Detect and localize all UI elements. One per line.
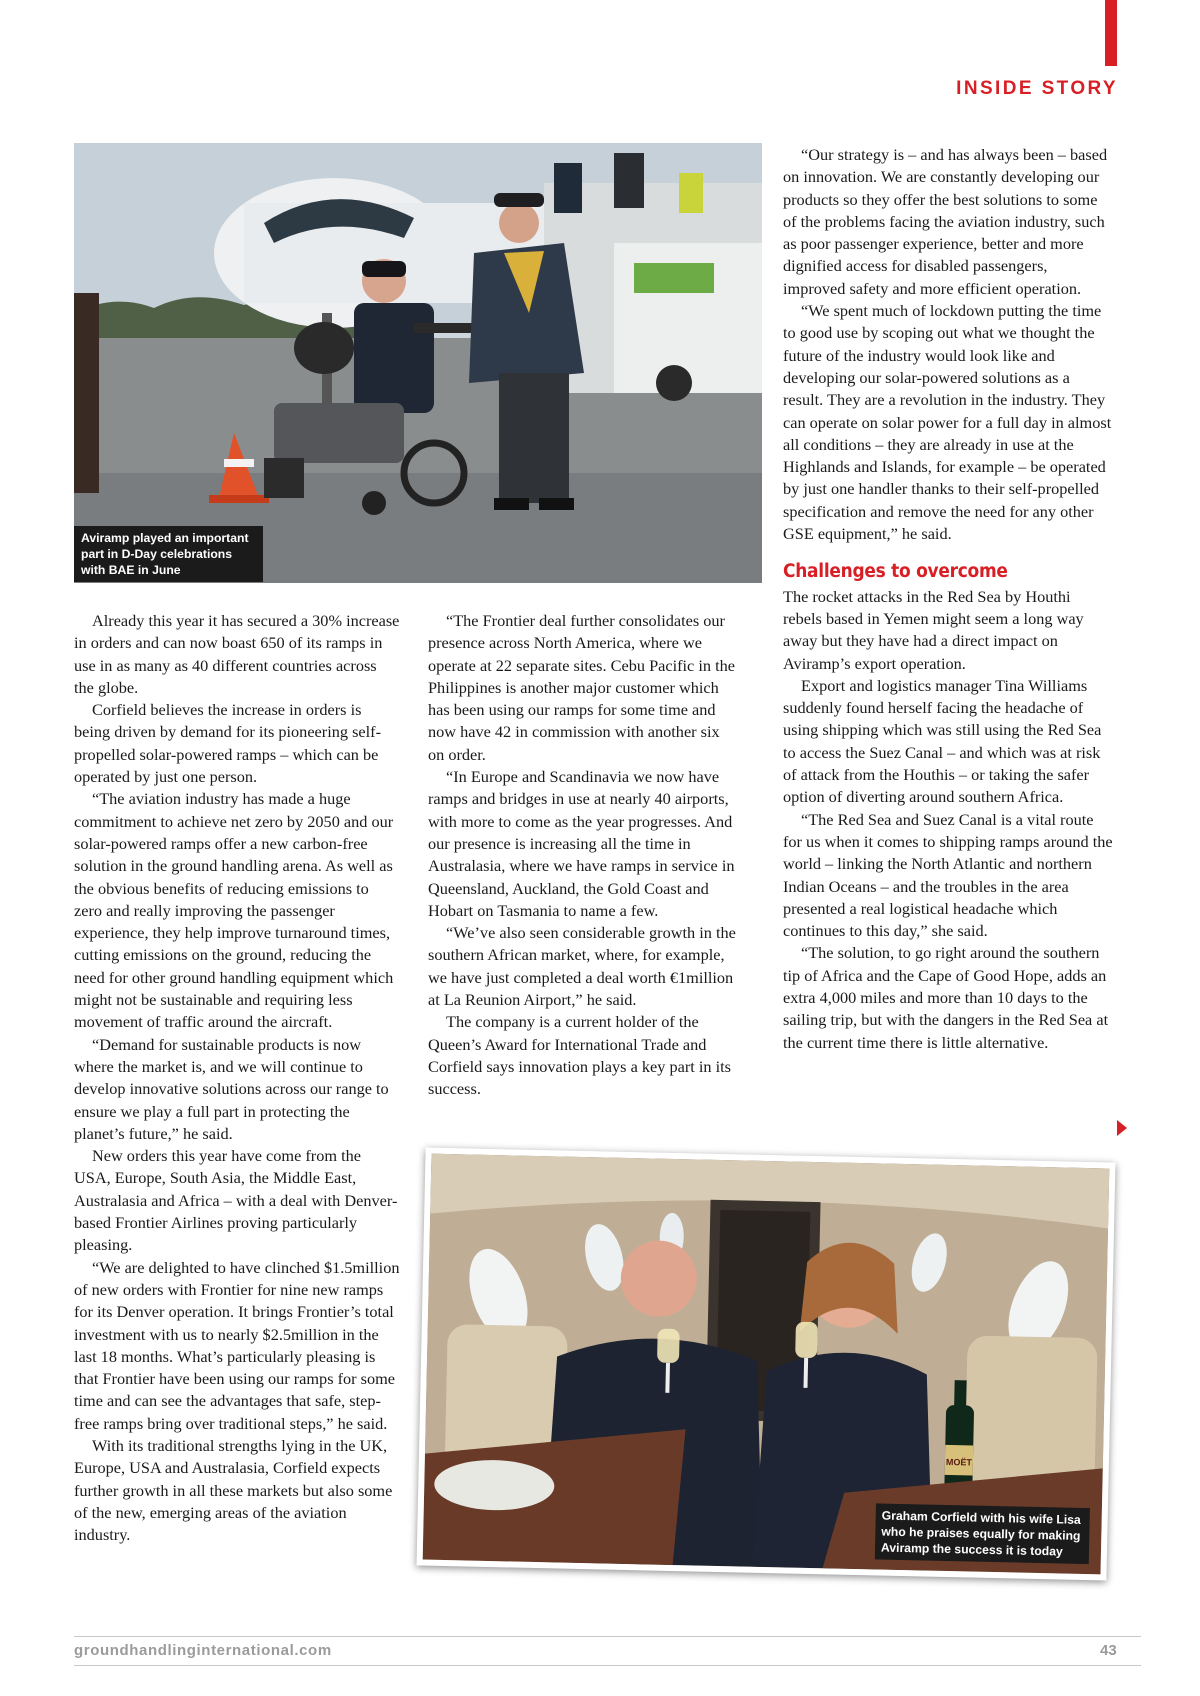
footer-divider-bottom bbox=[74, 1665, 1141, 1666]
page-number: 43 bbox=[1100, 1642, 1117, 1659]
paragraph: “Demand for sustainable products is now where the market is, and we will continue to develop innovative solutions across our range to ensure we play a full part in protecting the planet’s future,” he said. bbox=[74, 1034, 389, 1143]
section-label: INSIDE STORY bbox=[956, 78, 1118, 99]
article-column-1 bbox=[74, 610, 400, 1546]
article-column-2 bbox=[428, 610, 740, 1101]
paragraph: Export and logistics manager Tina Williams suddenly found herself facing the headache of using shipping which was still using the Red Sea to access the Suez Canal – and which was at risk of attack from the Houthis – or taking the safer option of diverting around southern Africa. bbox=[783, 675, 1102, 807]
paragraph: “In Europe and Scandinavia we now have ramps and bridges in use at nearly 40 airports, with more to come as the year progresses. And our presence is increasing all the time in Australasia, where we have ramps in service in Queensland, Auckland, the Gold Coast and Hobart on Tasmania to name a few. bbox=[428, 767, 735, 920]
paragraph: Corfield believes the increase in orders is being driven by demand for its pioneering self-propelled solar-powered ramps – which can be operated by just one person. bbox=[74, 700, 381, 787]
paragraph: New orders this year have come from the USA, Europe, South Asia, the Middle East, Australasia and Africa – with a deal with Denver-based Frontier Airlines proving particularly pleasing. bbox=[74, 1146, 398, 1255]
paragraph: “The solution, to go right around the southern tip of Africa and the Cape of Good Hope, adds an extra 4,000 miles and more than 10 days to the sailing trip, but with the dangers in the Red Sea at the current time there is little alternative. bbox=[783, 943, 1109, 1052]
photo-caption-bottom: Graham Corfield with his wife Lisa who he praises equally for making Aviramp the success it is today bbox=[875, 1503, 1090, 1564]
photo-dday-wheelchair bbox=[74, 143, 762, 583]
footer-website: groundhandlinginternational.com bbox=[74, 1642, 332, 1659]
paragraph: “The Frontier deal further consolidates our presence across North America, where we operate at 22 separate sites. Cebu Pacific in the Philippines is another major customer which has been using our ramps for some time and now have 42 in commission with another six on order. bbox=[428, 611, 735, 764]
continue-arrow-icon bbox=[1117, 1120, 1127, 1136]
footer-divider bbox=[74, 1636, 1141, 1637]
paragraph: “The Red Sea and Suez Canal is a vital route for us when it comes to shipping ramps around the world – linking the North Atlantic and northern Indian Oceans – and the troubles in the area presented a real logistical headache which continues to this day,” she said. bbox=[783, 809, 1113, 941]
paragraph: “We are delighted to have clinched $1.5million of new orders with Frontier for nine new ramps for its Denver operation. It brings Frontier’s total investment with us to nearly $2.5million in the last 18 months. What’s particularly pleasing is that Frontier have been using our ramps for some time and can see the advantages that safe, step-free ramps bring over traditional steps,” he said. bbox=[74, 1257, 400, 1433]
subheading: Challenges to overcome bbox=[783, 561, 1008, 583]
paragraph: Already this year it has secured a 30% increase in orders and can now boast 650 of its ramps in use in as many as 40 different countries across the globe. bbox=[74, 611, 400, 697]
paragraph: “We’ve also seen considerable growth in the southern African market, where, for example, we have just completed a deal worth €1million at La Reunion Airport,” he said. bbox=[428, 923, 736, 1010]
photo-corfield-couple bbox=[417, 1148, 1116, 1581]
paragraph: “The aviation industry has made a huge commitment to achieve net zero by 2050 and our solar-powered ramps offer a new carbon-free solution in the ground handling arena. As well as the obvious benefits of reducing emissions to zero and really improving the passenger experience, they help improve turnaround times, cutting emissions on the ground, reducing the need for other ground handling equipment which might not be sustainable and requiring less movement of traffic around the aircraft. bbox=[74, 789, 394, 1032]
article-column-3 bbox=[783, 144, 1113, 1054]
paragraph: With its traditional strengths lying in the UK, Europe, USA and Australasia, Corfield expects further growth in all these markets but also some of the new, emerging areas of the aviation industry. bbox=[74, 1435, 393, 1545]
paragraph: The company is a current holder of the Queen’s Award for International Trade and Corfield says innovation plays a key part in its success. bbox=[428, 1012, 731, 1099]
bottle-label: MOËT bbox=[945, 1456, 973, 1468]
paragraph: “We spent much of lockdown putting the time to good use by scoping out what we thought the future of the industry would look like and developing our solar-powered solutions as a result. They are a revolution in the industry. They can operate on solar power for a full day in almost all conditions – they are already in use at the Highlands and Islands, for example – be operated by just one handler thanks to their self-propelled specification and remove the need for any other GSE equipment,” he said. bbox=[783, 301, 1112, 544]
header-accent-bar bbox=[1105, 0, 1117, 66]
paragraph: “Our strategy is – and has always been – based on innovation. We are constantly developing our products so they offer the best solutions to some of the problems facing the aviation industry, such as poor passenger experience, better and more dignified access for disabled passengers, improved safety and more efficient operation. bbox=[783, 145, 1108, 298]
paragraph: The rocket attacks in the Red Sea by Houthi rebels based in Yemen might seem a long way away but they have had a direct impact on Aviramp’s export operation. bbox=[783, 586, 1084, 673]
photo-caption-top: Aviramp played an important part in D-Day celebrations with BAE in June bbox=[74, 526, 263, 582]
